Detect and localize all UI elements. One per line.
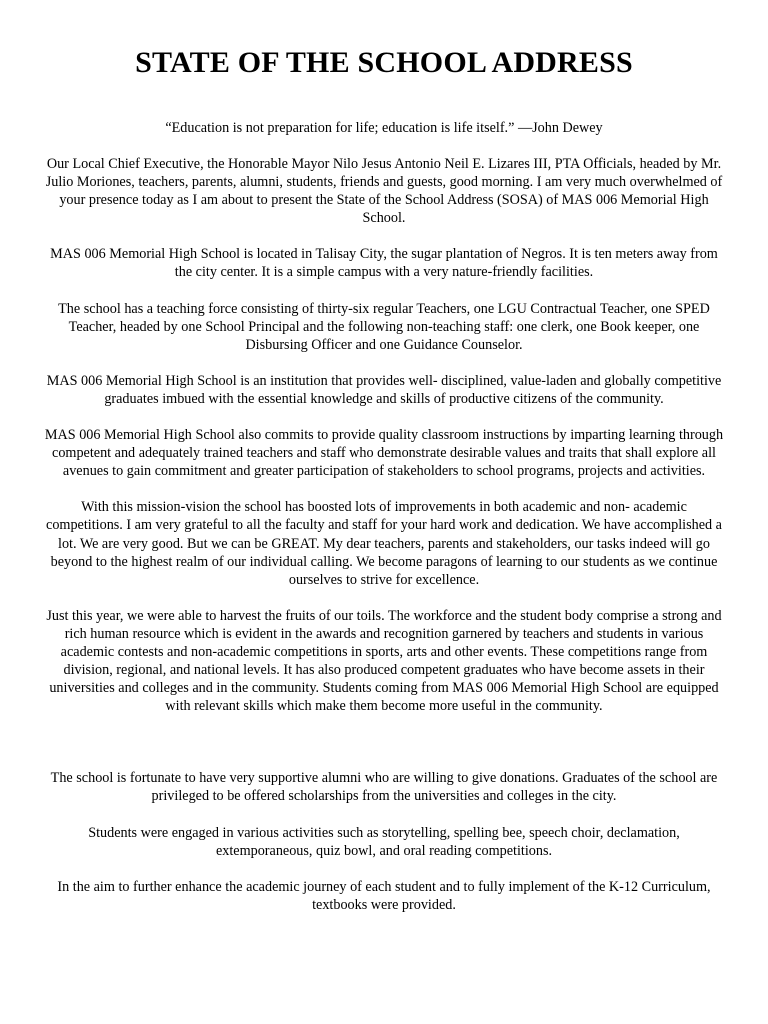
paragraph-vision: MAS 006 Memorial High School is an institution that provides well- disciplined, value-laden and globally competitive graduates imbued with the essential knowledge and skills of productive citizens of the community.	[46, 372, 722, 407]
paragraph-improvements: With this mission-vision the school has boosted lots of improvements in both academic and non- academic competitions. I am very grateful to all the faculty and staff for your hard work and dedication. We have accomplished a lot. We are very good. But we can be GREAT. My dear teachers, parents and stakeholders, our tasks indeed will go beyond to the highest realm of our individual calling. We become paragons of learning to our students as we continue ourselves to strive for excellence.	[46, 499, 722, 588]
paragraph-alumni: The school is fortunate to have very supportive alumni who are willing to give donations. Graduates of the school are privileged to be offered scholarships from the universities and colleges in the city.	[50, 770, 718, 805]
epigraph-quote: “Education is not preparation for life; education is life itself.” —John Dewey	[165, 120, 603, 136]
paragraph-mission: MAS 006 Memorial High School also commits to provide quality classroom instructions by imparting learning through competent and adequately trained teachers and staff who demonstrate desirable values and traits that shall explore all avenues to gain commitment and greater participation of stakeholders to school programs, projects and activities.	[44, 427, 724, 480]
paragraph-greeting: Our Local Chief Executive, the Honorable Mayor Nilo Jesus Antonio Neil E. Lizares III, PTA Officials, headed by Mr. Julio Moriones, teachers, parents, alumni, students, friends and guests, good morning. I am very much overwhelmed of your presence today as I am about to present the State of the School Address (SOSA) of MAS 006 Memorial High School.	[45, 156, 723, 227]
paragraph-achievements: Just this year, we were able to harvest the fruits of our toils. The workforce and the student body comprise a strong and rich human resource which is evident in the awards and recognition garnered by teachers and students in various academic contests and non-academic competitions in sports, arts and other events. These competitions range from division, regional, and national levels. It has also produced competent graduates who have become assets in their universities and colleges and in the community. Students coming from MAS 006 Memorial High School are equipped with relevant skills which make them become more useful in the community.	[46, 607, 722, 715]
paragraph-staff: The school has a teaching force consisting of thirty-six regular Teachers, one LGU Contractual Teacher, one SPED Teacher, headed by one School Principal and the following non-teaching staff: one clerk, one Book keeper, one Disbursing Officer and one Guidance Counselor.	[58, 300, 710, 353]
document-title: STATE OF THE SCHOOL ADDRESS	[135, 46, 633, 79]
paragraph-location: MAS 006 Memorial High School is located in Talisay City, the sugar plantation of Negros. It is ten meters away from the city center. It is a simple campus with a very nature-friendly facilities.	[50, 246, 718, 281]
paragraph-curriculum: In the aim to further enhance the academic journey of each student and to fully implement of the K-12 Curriculum, textbooks were provided.	[57, 878, 711, 913]
paragraph-activities: Students were engaged in various activities such as storytelling, spelling bee, speech choir, declamation, extemporaneous, quiz bowl, and oral reading competitions.	[88, 824, 680, 859]
